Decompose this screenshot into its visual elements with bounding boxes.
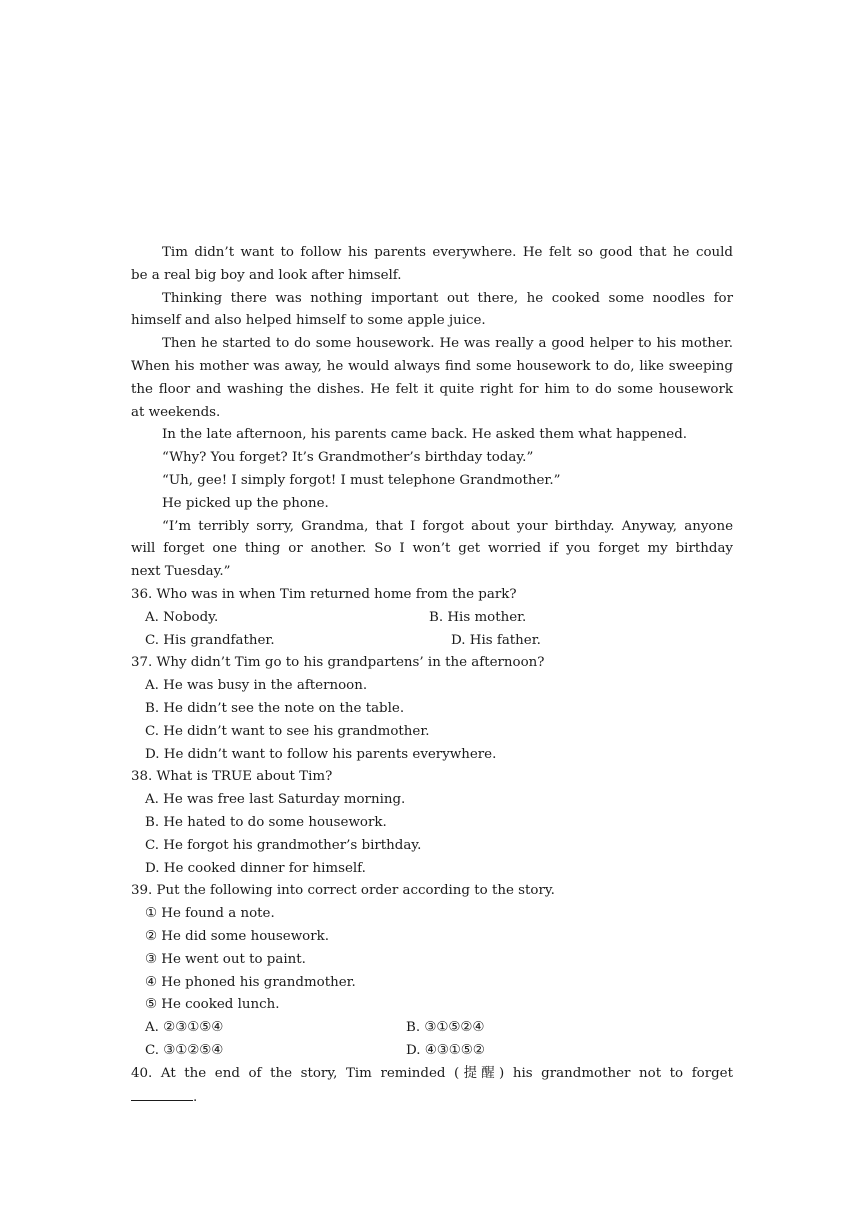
passage-line: the floor and washing the dishes. He felt it quite right for him to do some housework — [131, 381, 733, 397]
option-d: D. ④③①⑤② — [406, 1042, 485, 1058]
option-c: C. He didn’t want to see his grandmother. — [145, 723, 430, 739]
passage-line: Thinking there was nothing important out there, he cooked some noodles for — [162, 290, 733, 306]
option-row — [131, 607, 733, 630]
passage-line: Tim didn’t want to follow his parents everywhere. He felt so good that he could — [162, 245, 733, 260]
order-item: ④ He phoned his grandmother. — [145, 974, 356, 990]
passage-line: When his mother was away, he would always find some housework to do, like sweeping — [131, 358, 733, 374]
question-stem: 38. What is TRUE about Tim? — [131, 769, 333, 785]
question-37 — [131, 652, 733, 766]
option-b: B. He hated to do some housework. — [145, 814, 387, 830]
question-36 — [131, 584, 733, 652]
option-b: B. He didn’t see the note on the table. — [145, 700, 405, 716]
passage-line: be a real big boy and look after himself. — [131, 267, 402, 283]
passage-line: He picked up the phone. — [162, 495, 329, 511]
option-b: B. ③①⑤②④ — [406, 1020, 485, 1036]
passage-line: Then he started to do some housework. He was really a good helper to his mother. — [162, 336, 733, 352]
option-b: B. His mother. — [429, 609, 527, 625]
passage-line: “Why? You forget? It’s Grandmother’s birthday today.” — [162, 450, 534, 466]
question-39 — [131, 880, 733, 1062]
passage-line: In the late afternoon, his parents came back. He asked them what happened. — [162, 427, 688, 443]
answer-blank[interactable] — [131, 1085, 193, 1101]
question-40 — [131, 1063, 733, 1109]
option-a: A. ②③①⑤④ — [145, 1020, 224, 1036]
answer-line — [131, 1085, 733, 1108]
option-row — [131, 1040, 733, 1063]
passage-line: at weekends. — [131, 404, 221, 420]
option-d: D. He didn’t want to follow his parents everywhere. — [145, 746, 497, 762]
passage-line: next Tuesday.” — [131, 564, 231, 580]
order-item: ③ He went out to paint. — [145, 951, 306, 967]
question-38 — [131, 766, 733, 880]
question-stem: 36. Who was in when Tim returned home from the park? — [131, 586, 517, 602]
worksheet-page — [131, 242, 733, 1108]
question-stem: 40. At the end of the story, Tim reminded (提醒) his grandmother not to forget — [131, 1065, 733, 1081]
passage-line: will forget one thing or another. So I won’t get worried if you forget my birthday — [131, 541, 733, 557]
option-c: C. ③①②⑤④ — [145, 1042, 224, 1058]
passage-line: “Uh, gee! I simply forgot! I must telephone Grandmother.” — [162, 472, 561, 488]
option-a: A. He was busy in the afternoon. — [145, 678, 368, 694]
order-item: ⑤ He cooked lunch. — [145, 997, 280, 1013]
option-c: C. His grandfather. — [145, 632, 275, 648]
order-item: ② He did some housework. — [145, 928, 330, 944]
stem-end: . — [193, 1090, 198, 1106]
option-d: D. He cooked dinner for himself. — [145, 860, 366, 876]
option-row — [131, 1017, 733, 1040]
question-stem: 39. Put the following into correct order according to the story. — [131, 883, 555, 899]
option-a: A. He was free last Saturday morning. — [145, 792, 406, 808]
option-d: D. His father. — [451, 632, 541, 648]
option-row — [131, 630, 733, 653]
passage-line: himself and also helped himself to some apple juice. — [131, 313, 486, 329]
option-a: A. Nobody. — [145, 609, 219, 625]
question-stem: 37. Why didn’t Tim go to his grandpartens’ in the afternoon? — [131, 655, 545, 671]
passage-line: “I’m terribly sorry, Grandma, that I forgot about your birthday. Anyway, anyone — [162, 518, 733, 534]
order-item: ① He found a note. — [145, 906, 275, 922]
option-c: C. He forgot his grandmother’s birthday. — [145, 837, 422, 853]
reading-passage — [131, 242, 733, 584]
